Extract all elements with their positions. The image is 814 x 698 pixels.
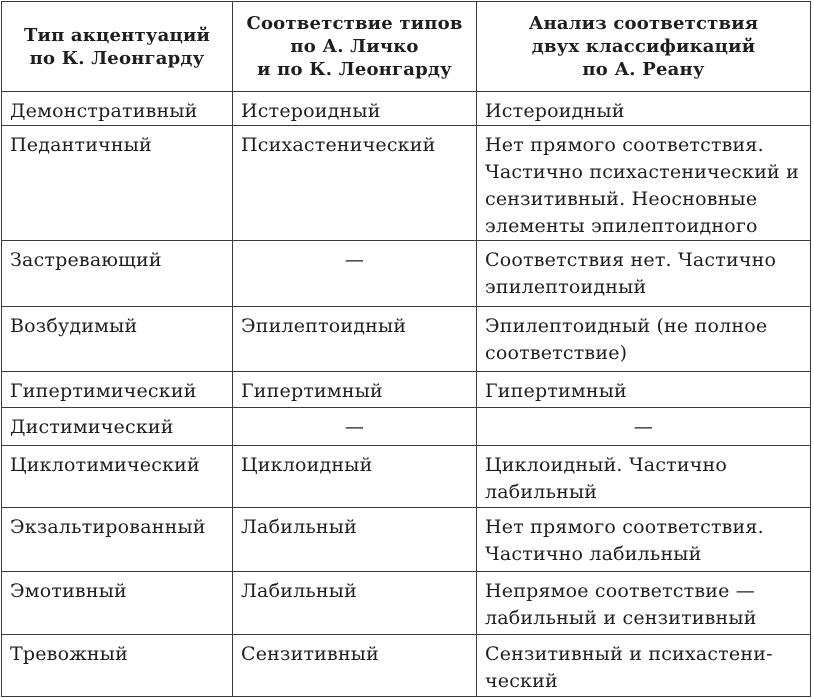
cell-lichko: Гипертимный <box>233 372 477 408</box>
cell-rean: Истероидный <box>477 92 811 126</box>
table-row <box>2 572 811 635</box>
table-row <box>2 446 811 508</box>
cell-lichko: Сензитивный <box>233 635 477 697</box>
cell-rean: Циклоидный. Частично лабильный <box>477 446 811 508</box>
cell-rean: Эпилептоидный (не полное соответствие) <box>477 307 811 372</box>
cell-leonhard: Тревожный <box>2 635 233 697</box>
cell-leonhard: Экзальтированный <box>2 508 233 572</box>
table-row <box>2 508 811 572</box>
header-rean-analysis: Анализ соответствия двух классификаций по А. Реану <box>477 2 811 92</box>
cell-leonhard: Эмотивный <box>2 572 233 635</box>
cell-lichko: Истероидный <box>233 92 477 126</box>
cell-lichko: Психастенический <box>233 126 477 241</box>
cell-rean: — <box>477 408 811 446</box>
header-row <box>2 2 811 92</box>
table-row <box>2 408 811 446</box>
cell-rean: Сензитивный и психастени-ческий <box>477 635 811 697</box>
cell-rean: Непрямое соответствие — лабильный и сензитивный <box>477 572 811 635</box>
cell-leonhard: Дистимический <box>2 408 233 446</box>
cell-lichko: — <box>233 241 477 307</box>
table-row <box>2 372 811 408</box>
header-lichko-correspondence: Соответствие типов по А. Личко и по К. Леонгарду <box>233 2 477 92</box>
table-row <box>2 635 811 697</box>
cell-rean: Соответствия нет. Частично эпилептоидный <box>477 241 811 307</box>
cell-lichko: Лабильный <box>233 572 477 635</box>
cell-leonhard: Застревающий <box>2 241 233 307</box>
cell-leonhard: Возбудимый <box>2 307 233 372</box>
cell-rean: Нет прямого соответствия. Частично психастенический и сензитивный. Неосновные элементы эпилептоидного <box>477 126 811 241</box>
cell-lichko: — <box>233 408 477 446</box>
cell-leonhard: Циклотимический <box>2 446 233 508</box>
table-row <box>2 307 811 372</box>
cell-rean: Нет прямого соответствия. Частично лабильный <box>477 508 811 572</box>
cell-leonhard: Гипертимический <box>2 372 233 408</box>
accentuation-table <box>1 1 811 697</box>
cell-lichko: Лабильный <box>233 508 477 572</box>
cell-lichko: Циклоидный <box>233 446 477 508</box>
cell-leonhard: Педантичный <box>2 126 233 241</box>
header-leonhard-type: Тип акцентуаций по К. Леонгарду <box>2 2 233 92</box>
table-row <box>2 92 811 126</box>
cell-lichko: Эпилептоидный <box>233 307 477 372</box>
table-row <box>2 241 811 307</box>
cell-rean: Гипертимный <box>477 372 811 408</box>
cell-leonhard: Демонстративный <box>2 92 233 126</box>
table-row <box>2 126 811 241</box>
